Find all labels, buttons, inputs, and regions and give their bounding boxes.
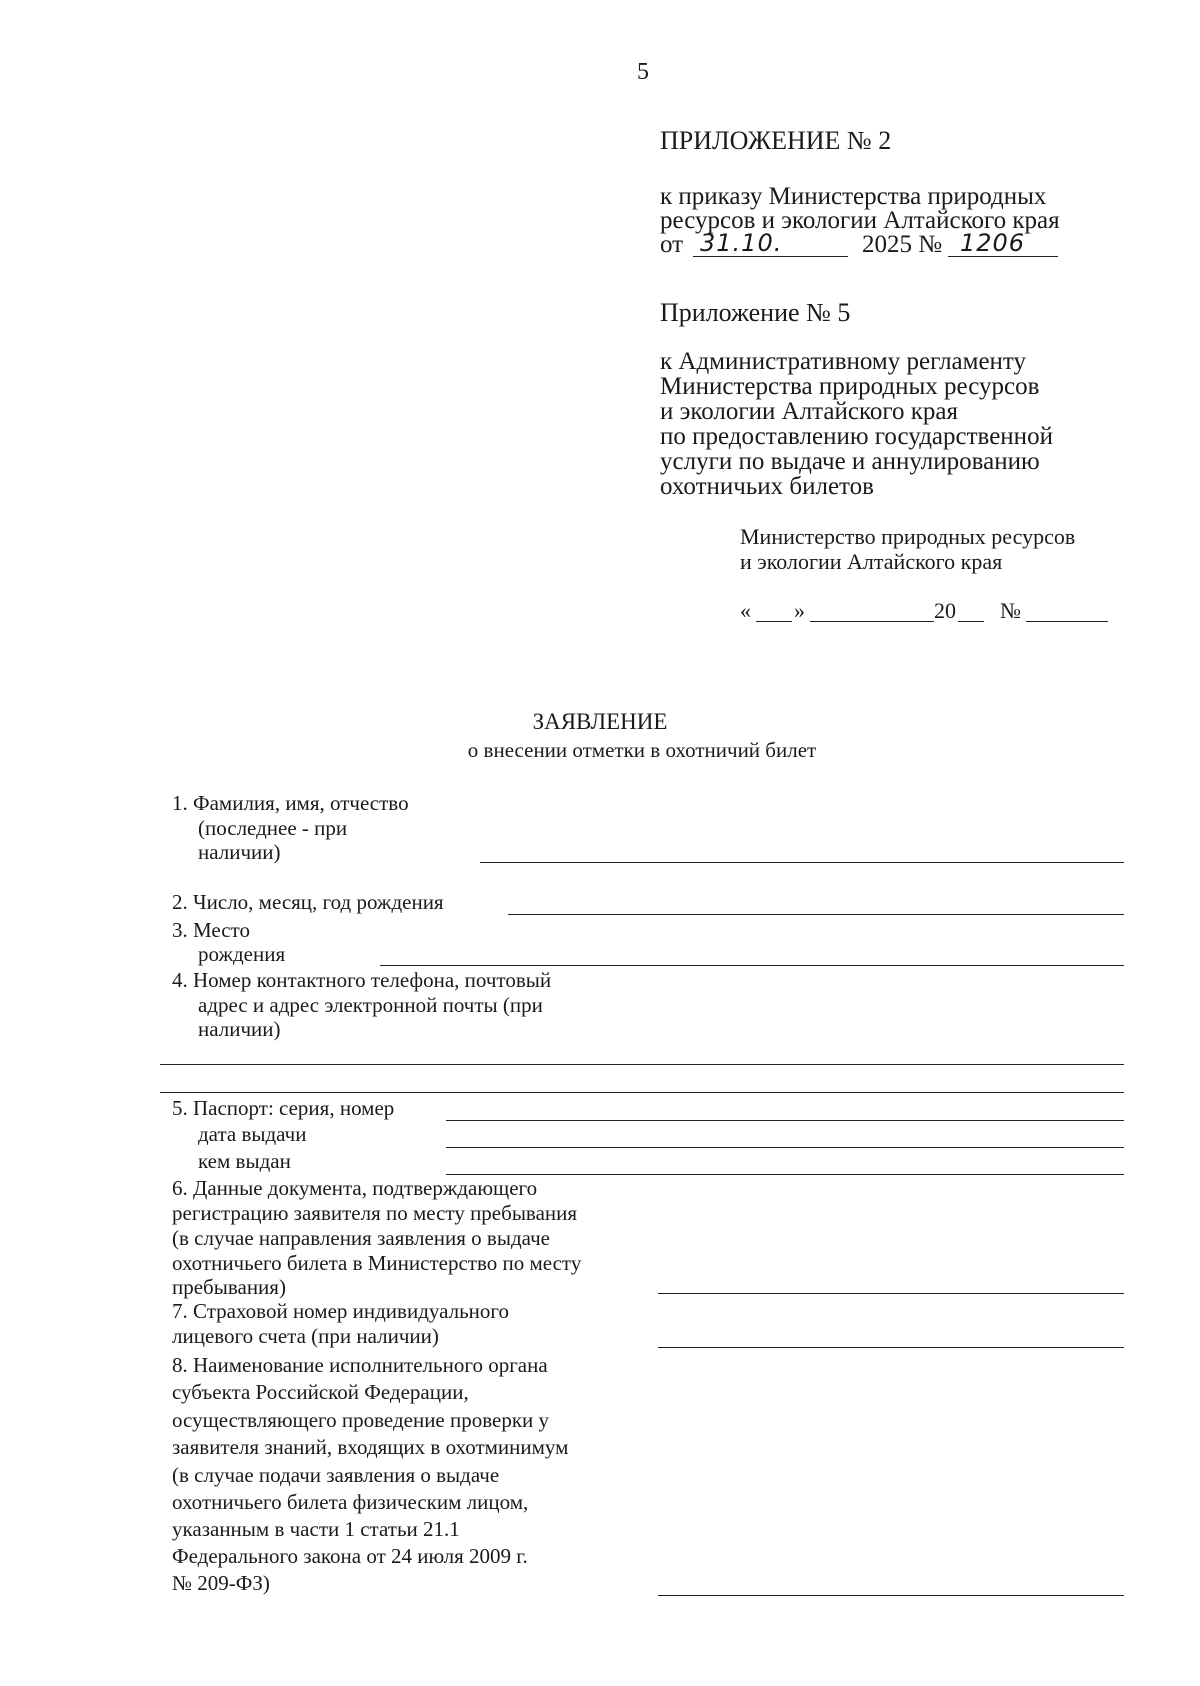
field-3-line[interactable] [380, 965, 1124, 966]
field-6-line[interactable] [658, 1293, 1124, 1294]
field-5-label: дата выдачи [198, 1122, 307, 1146]
registration-number-line [1026, 621, 1108, 622]
field-6-label: регистрацию заявителя по месту пребывания [172, 1201, 578, 1225]
appendix5-title: Приложение № 5 [660, 298, 851, 327]
field-4-label: наличии) [198, 1017, 281, 1041]
appendix2-line2: ресурсов и экологии Алтайского края [660, 207, 1060, 234]
field-8-label: Федерального закона от 24 июля 2009 г. [172, 1544, 528, 1568]
appendix5-line: услуги по выдаче и аннулированию [660, 448, 1040, 475]
field-6-label: пребывания) [172, 1275, 286, 1299]
date-quote-open: « [740, 598, 751, 623]
field-7-label: лицевого счета (при наличии) [172, 1324, 439, 1348]
passport-number-line[interactable] [446, 1120, 1124, 1121]
field-8-label: охотничьего билета физическим лицом, [172, 1490, 529, 1514]
field-2-label: 2. Число, месяц, год рождения [172, 890, 444, 914]
field-3-label: рождения [198, 942, 286, 966]
year-line [958, 621, 984, 622]
passport-date-line[interactable] [446, 1147, 1124, 1148]
field-1-label: (последнее - при [198, 816, 348, 840]
appendix5-line: к Административному регламенту [660, 348, 1027, 375]
appendix2-title: ПРИЛОЖЕНИЕ № 2 [660, 126, 892, 155]
field-5-label: кем выдан [198, 1149, 291, 1173]
field-6-label: 6. Данные документа, подтверждающего [172, 1176, 538, 1200]
appendix5-line: Министерства природных ресурсов [660, 373, 1040, 400]
field-7-line[interactable] [658, 1347, 1124, 1348]
field-1-label: 1. Фамилия, имя, отчество [172, 791, 409, 815]
field-7-label: 7. Страховой номер индивидуального [172, 1299, 509, 1323]
document-title: ЗАЯВЛЕНИЕ [532, 709, 668, 734]
handwritten-date: 31.10. [700, 229, 783, 257]
day-line [756, 621, 792, 622]
field-1-label: наличии) [198, 840, 281, 864]
field-8-label: № 209-ФЗ) [172, 1571, 270, 1595]
addressee-line1: Министерство природных ресурсов [740, 524, 1076, 549]
passport-issuer-line[interactable] [446, 1174, 1124, 1175]
page-number: 5 [637, 59, 649, 85]
appendix5-line: по предоставлению государственной [660, 423, 1053, 450]
field-8-line[interactable] [658, 1595, 1124, 1596]
field-8-label: заявителя знаний, входящих в охотминимум [172, 1435, 569, 1459]
year-prefix: 20 [934, 598, 956, 623]
addressee-line2: и экологии Алтайского края [740, 549, 1003, 574]
field-4-label: адрес и адрес электронной почты (при [198, 993, 543, 1017]
handwritten-number: 1206 [960, 229, 1026, 257]
field-2-line[interactable] [508, 914, 1124, 915]
field-4-line[interactable] [160, 1064, 1124, 1065]
appendix2-date-prefix: от [660, 231, 684, 258]
field-8-label: осуществляющего проведение проверки у [172, 1408, 550, 1432]
field-8-label: (в случае подачи заявления о выдаче [172, 1463, 500, 1487]
document-subtitle: о внесении отметки в охотничий билет [467, 738, 817, 762]
month-line [810, 621, 934, 622]
field-8-label: субъекта Российской Федерации, [172, 1380, 469, 1404]
field-4-line-2[interactable] [160, 1092, 1124, 1093]
field-8-label: 8. Наименование исполнительного органа [172, 1353, 548, 1377]
appendix2-year: 2025 № [862, 231, 943, 258]
appendix5-line: и экологии Алтайского края [660, 398, 958, 425]
field-8-label: указанным в части 1 статьи 21.1 [172, 1517, 460, 1541]
field-1-line[interactable] [480, 862, 1124, 863]
appendix5-line: охотничьих билетов [660, 473, 874, 500]
registration-number-sign: № [1000, 598, 1021, 623]
field-5-label: 5. Паспорт: серия, номер [172, 1096, 395, 1120]
field-6-label: (в случае направления заявления о выдаче [172, 1226, 550, 1250]
field-6-label: охотничьего билета в Министерство по месту [172, 1251, 582, 1275]
date-quote-close: » [794, 598, 805, 623]
appendix2-line1: к приказу Министерства природных [660, 183, 1047, 210]
field-3-label: 3. Место [172, 918, 250, 942]
field-4-label: 4. Номер контактного телефона, почтовый [172, 968, 552, 992]
